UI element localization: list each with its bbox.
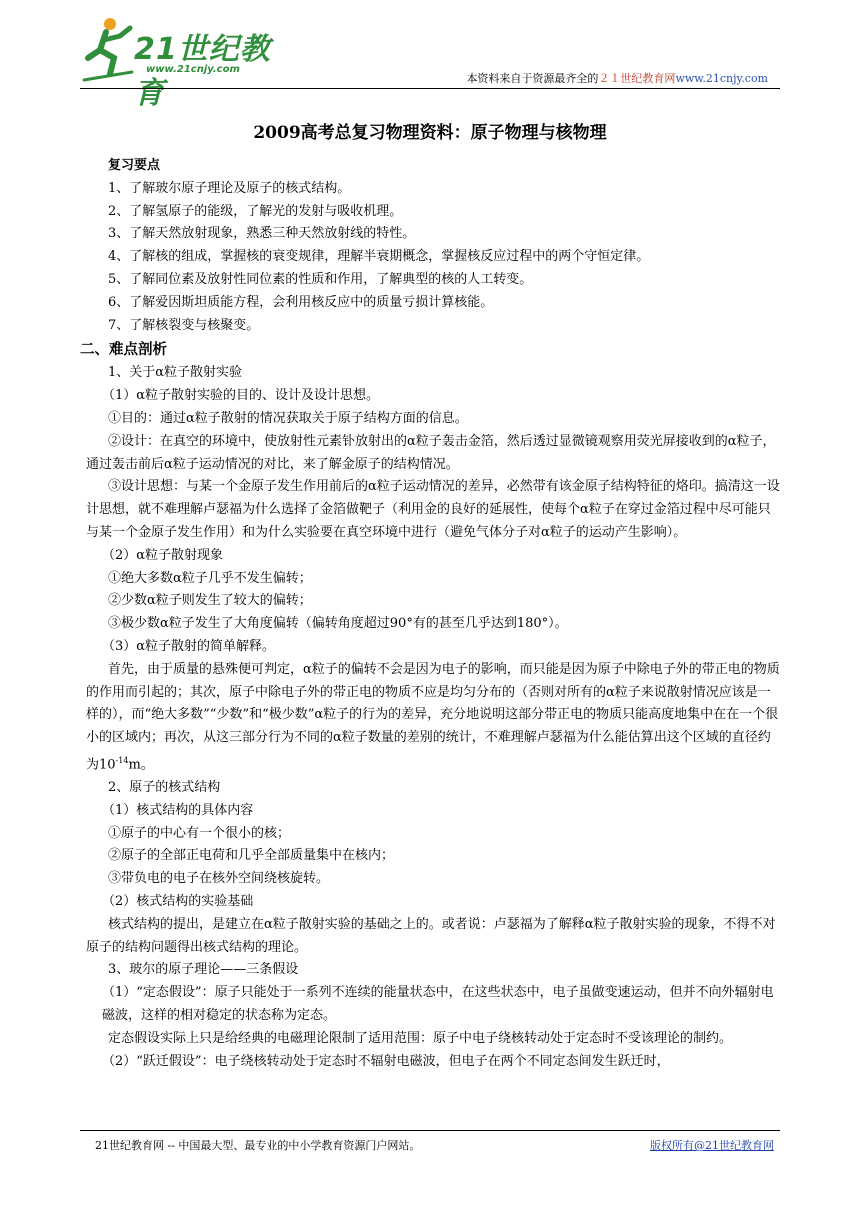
header-note-prefix: 本资料来自于资源最齐全的 bbox=[466, 72, 599, 85]
header-url-link[interactable]: www.21cnjy.com bbox=[675, 72, 768, 85]
header-brand-link[interactable]: ２１世纪教育网 bbox=[598, 72, 676, 85]
paragraph: 定态假设实际上只是给经典的电磁理论限制了适用范围：原子中电子绕核转动处于定态时不受该理论的制约。 bbox=[108, 1030, 733, 1046]
footer-text: 21世纪教育网 -- 中国最大型、最专业的中小学教育资源门户网站。 bbox=[95, 1139, 421, 1152]
document-title: 2009高考总复习物理资料：原子物理与核物理 bbox=[253, 123, 607, 143]
document-body bbox=[80, 155, 780, 1073]
page-header bbox=[80, 14, 780, 111]
list-item: ③带负电的电子在核外空间绕核旋转。 bbox=[108, 871, 330, 887]
logo-text: 21世纪教育 bbox=[134, 32, 271, 111]
copyright-link[interactable]: 版权所有@21世纪教育网 bbox=[650, 1139, 774, 1152]
review-item: 3、了解天然放射现象，熟悉三种天然放射线的特性。 bbox=[108, 226, 416, 242]
paragraph: （2）α粒子散射现象 bbox=[102, 547, 224, 563]
list-item: ②原子的全部正电荷和几乎全部质量集中在核内； bbox=[108, 848, 395, 864]
subsection-heading: 2、原子的核式结构 bbox=[108, 780, 221, 796]
exponent: -14 bbox=[115, 755, 129, 765]
paragraph: （2）核式结构的实验基础 bbox=[102, 894, 254, 910]
review-heading: 复习要点 bbox=[108, 158, 161, 173]
unit-text: m。 bbox=[128, 757, 154, 773]
paragraph: （1）α粒子散射实验的目的、设计及设计思想。 bbox=[102, 388, 380, 404]
paragraph: ②设计：在真空的环境中，使放射性元素钋放射出的α粒子轰击金箔，然后透过显微镜观察用荧光屏接收到的α粒子，通过轰击前后α粒子运动情况的对比，来了解金原子的结构情况。 bbox=[86, 433, 776, 472]
footer-divider bbox=[80, 1130, 780, 1131]
subsection-heading: 1、关于α粒子散射实验 bbox=[108, 365, 243, 381]
paragraph: （1）“定态假设”：原子只能处于一系列不连续的能量状态中，在这些状态中，电子虽做变速运动，但并不向外辐射电磁波，这样的相对稳定的状态称为定态。 bbox=[102, 985, 774, 1024]
paragraph: （3）α粒子散射的简单解释。 bbox=[102, 638, 276, 654]
list-item: ①绝大多数α粒子几乎不发生偏转； bbox=[108, 570, 312, 586]
paragraph: ③设计思想：与某一个金原子发生作用前后的α粒子运动情况的差异，必然带有该金原子结构特征的烙印。搞清这一设计思想，就不难理解卢瑟福为什么选择了金箔做靶子（利用金的良好的延展性，使每个α粒子在穿过金箔过程中尽可能只与某一个金原子发生作用）和为什么实验要在真空环境中进行（避免气体分子对α粒子的运动产生影响）。 bbox=[86, 479, 780, 540]
paragraph-text: 首先，由于质量的悬殊便可判定，α粒子的偏转不会是因为电子的影响，而只能是因为原子中除电子外的带正电的物质的作用而引起的；其次，原子中除电子外的带正电的物质不应是均匀分布的（否则对所有的α粒子来说散射情况应该是一样的），而“绝大多数”“少数”和“极少数”α粒子的行为的差异，充分地说明这部分带正电的物质只能高度地集中在在一个很小的区域内；再次，从这三部分行为不同的α粒子数量的差别的统计，不难理解卢瑟福为什么能估算出这个区域的直径约为10 bbox=[86, 661, 780, 773]
paragraph: 核式结构的提出，是建立在α粒子散射实验的基础之上的。或者说：卢瑟福为了解释α粒子散射实验的现象，不得不对原子的结构问题得出核式结构的理论。 bbox=[86, 916, 776, 955]
paragraph: （1）核式结构的具体内容 bbox=[102, 802, 254, 818]
site-logo[interactable] bbox=[80, 14, 280, 111]
header-note bbox=[466, 70, 768, 86]
logo-url: www.21cnjy.com bbox=[146, 64, 240, 75]
subsection-heading: 3、玻尔的原子理论——三条假设 bbox=[108, 962, 299, 978]
paragraph bbox=[86, 659, 780, 777]
list-item: ①原子的中心有一个很小的核； bbox=[108, 825, 291, 841]
review-item: 6、了解爱因斯坦质能方程，会利用核反应中的质量亏损计算核能。 bbox=[108, 294, 494, 310]
review-item: 4、了解核的组成，掌握核的衰变规律，理解半衰期概念，掌握核反应过程中的两个守恒定律。 bbox=[108, 249, 650, 265]
running-person-logo-icon bbox=[80, 14, 140, 84]
review-item: 2、了解氢原子的能级，了解光的发射与吸收机理。 bbox=[108, 203, 403, 219]
header-divider bbox=[80, 88, 780, 89]
list-item: ③极少数α粒子发生了大角度偏转（偏转角度超过90°有的甚至几乎达到180°）。 bbox=[108, 616, 568, 632]
review-item: 7、了解核裂变与核聚变。 bbox=[108, 317, 260, 333]
paragraph: ①目的：通过α粒子散射的情况获取关于原子结构方面的信息。 bbox=[108, 410, 468, 426]
section-heading: 二、难点剖析 bbox=[80, 341, 167, 359]
review-item: 5、了解同位素及放射性同位素的性质和作用，了解典型的核的人工转变。 bbox=[108, 271, 533, 287]
paragraph: （2）“跃迁假设”：电子绕核转动处于定态时不辐射电磁波，但电子在两个不同定态间发生跃迁时， bbox=[102, 1053, 670, 1069]
list-item: ②少数α粒子则发生了较大的偏转； bbox=[108, 593, 312, 609]
review-item: 1、了解玻尔原子理论及原子的核式结构。 bbox=[108, 180, 351, 196]
